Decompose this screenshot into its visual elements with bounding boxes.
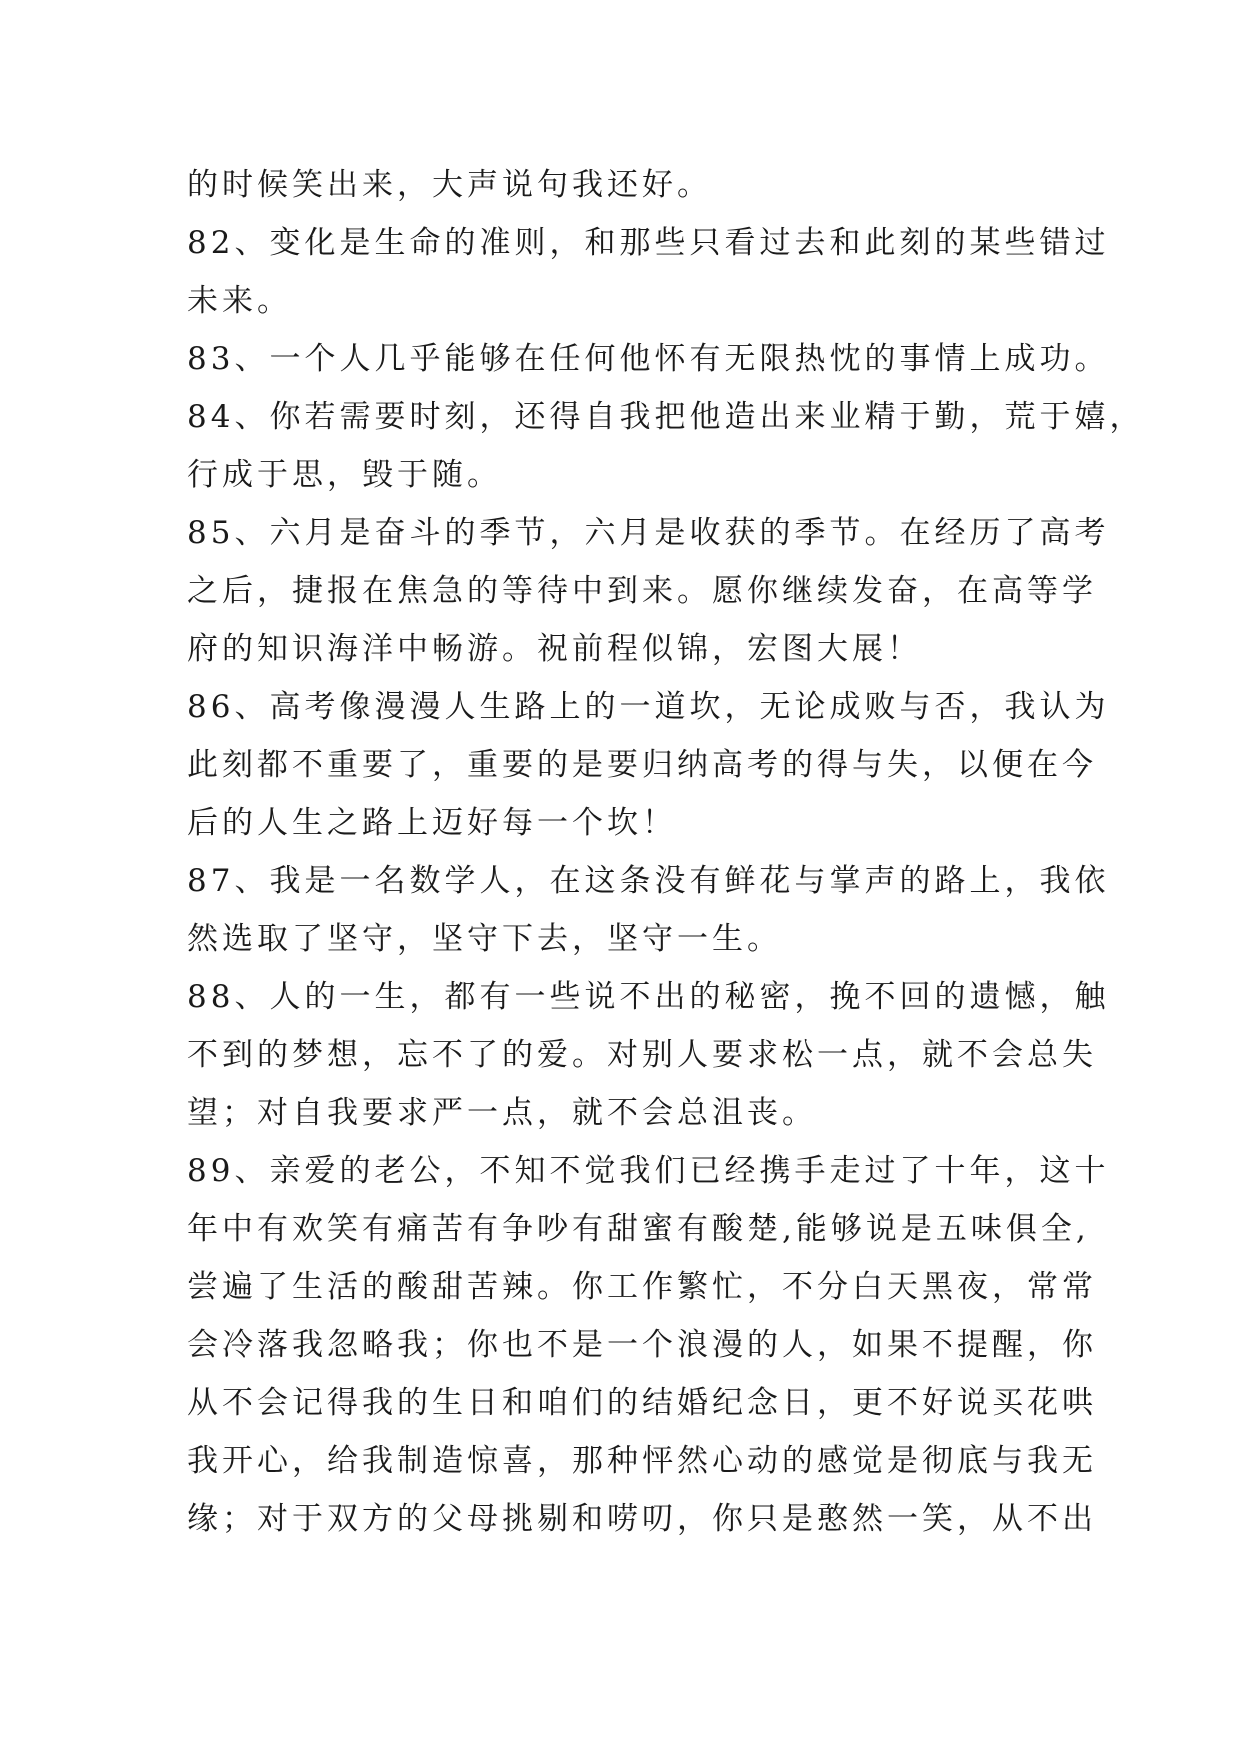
text-line: 84、你若需要时刻，还得自我把他造出来业精于勤，荒于嬉， (187, 399, 1145, 435)
text-line: 行成于思，毁于随。 (187, 457, 502, 493)
text-line: 87、我是一名数学人，在这条没有鲜花与掌声的路上，我依 (187, 863, 1110, 899)
document-body (187, 156, 1145, 1548)
text-line: 不到的梦想，忘不了的爱。对别人要求松一点，就不会总失 (187, 1037, 1097, 1073)
text-line: 后的人生之路上迈好每一个坎！ (187, 805, 677, 841)
text-line: 尝遍了生活的酸甜苦辣。你工作繁忙，不分白天黑夜，常常 (187, 1269, 1097, 1305)
text-line: 88、人的一生，都有一些说不出的秘密，挽不回的遗憾，触 (187, 979, 1110, 1015)
text-line: 86、高考像漫漫人生路上的一道坎，无论成败与否，我认为 (187, 689, 1110, 725)
text-line: 此刻都不重要了，重要的是要归纳高考的得与失，以便在今 (187, 747, 1097, 783)
text-line: 未来。 (187, 283, 292, 319)
text-line: 89、亲爱的老公，不知不觉我们已经携手走过了十年，这十 (187, 1153, 1110, 1189)
text-line: 然选取了坚守，坚守下去，坚守一生。 (187, 921, 782, 957)
text-line: 缘；对于双方的父母挑剔和唠叨，你只是憨然一笑，从不出 (187, 1501, 1097, 1537)
text-line: 85、六月是奋斗的季节，六月是收获的季节。在经历了高考 (187, 515, 1110, 551)
text-line: 之后，捷报在焦急的等待中到来。愿你继续发奋，在高等学 (187, 573, 1097, 609)
text-line: 的时候笑出来，大声说句我还好。 (187, 167, 712, 203)
text-line: 府的知识海洋中畅游。祝前程似锦，宏图大展！ (187, 631, 922, 667)
text-line: 我开心，给我制造惊喜，那种怦然心动的感觉是彻底与我无 (187, 1443, 1097, 1479)
text-line: 82、变化是生命的准则，和那些只看过去和此刻的某些错过 (187, 225, 1110, 261)
text-line: 年中有欢笑有痛苦有争吵有甜蜜有酸楚,能够说是五味俱全, (187, 1211, 1090, 1247)
text-line: 会冷落我忽略我；你也不是一个浪漫的人，如果不提醒，你 (187, 1327, 1097, 1363)
text-line: 望；对自我要求严一点，就不会总沮丧。 (187, 1095, 817, 1131)
text-line: 从不会记得我的生日和咱们的结婚纪念日，更不好说买花哄 (187, 1385, 1097, 1421)
text-line: 83、一个人几乎能够在任何他怀有无限热忱的事情上成功。 (187, 341, 1110, 377)
